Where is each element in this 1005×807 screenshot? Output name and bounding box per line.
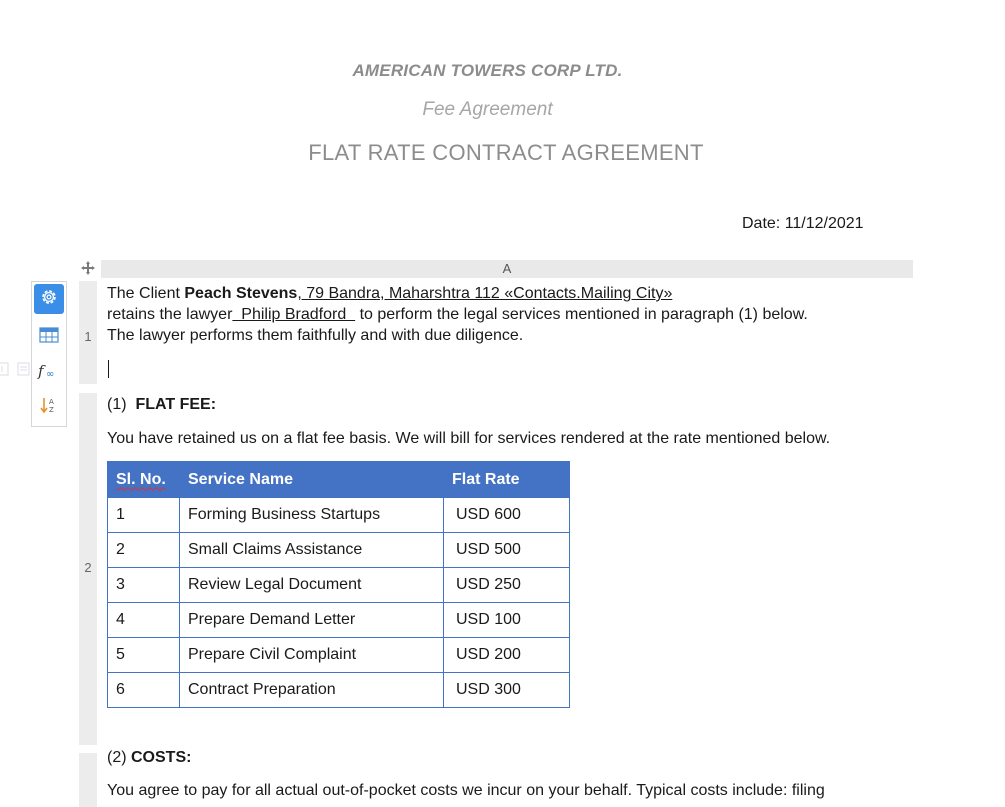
date-line: Date: 11/12/2021 — [742, 215, 864, 232]
header-label: Sl. No. — [116, 470, 166, 488]
section-1-text: You have retained us on a flat fee basis. We will bill for services rendered at the rate mentioned below. — [107, 430, 831, 447]
row-number-1: 1 — [84, 329, 92, 344]
header-sl-no[interactable] — [108, 462, 180, 498]
sort-icon — [39, 395, 59, 420]
cell-flat-rate[interactable]: USD 500 — [444, 533, 570, 568]
insert-table-button[interactable] — [34, 322, 64, 352]
company-name: AMERICAN TOWERS CORP LTD. — [352, 61, 623, 80]
table-row — [108, 603, 570, 638]
formula-icon — [37, 361, 61, 386]
cell-sl-no[interactable]: 3 — [108, 568, 180, 603]
section-number: (2) — [107, 749, 131, 766]
row-gutter-3[interactable] — [79, 753, 97, 807]
cell-service-name[interactable]: Review Legal Document — [180, 568, 444, 603]
document-subtitle: Fee Agreement — [422, 99, 553, 120]
move-handle-icon[interactable] — [79, 261, 97, 279]
cell-sl-no[interactable]: 4 — [108, 603, 180, 638]
client-address: , 79 Bandra, Maharshtra 112 «Contacts.Mailing City» — [297, 285, 673, 302]
section-title: FLAT FEE: — [135, 396, 217, 413]
text-cursor — [108, 360, 109, 378]
intro-line-2 — [107, 304, 808, 325]
table-header-row — [108, 462, 570, 498]
table-row — [108, 673, 570, 708]
sort-button[interactable] — [34, 392, 64, 422]
table-icon — [39, 327, 59, 348]
settings-icon — [40, 288, 58, 311]
header-service-name[interactable]: Service Name — [180, 462, 444, 498]
cell-sl-no[interactable]: 1 — [108, 498, 180, 533]
intro-text: retains the lawyer — [107, 306, 233, 323]
cell-flat-rate[interactable]: USD 200 — [444, 638, 570, 673]
cell-service-name[interactable]: Prepare Demand Letter — [180, 603, 444, 638]
section-1-heading — [107, 394, 216, 415]
cell-service-name[interactable]: Forming Business Startups — [180, 498, 444, 533]
cell-flat-rate[interactable]: USD 100 — [444, 603, 570, 638]
row-number-2: 2 — [84, 560, 92, 575]
cell-service-name[interactable]: Small Claims Assistance — [180, 533, 444, 568]
svg-text:Z: Z — [49, 405, 54, 414]
fee-table[interactable] — [107, 461, 570, 708]
side-toolbar — [31, 281, 67, 427]
intro-line-3: The lawyer performs them faithfully and with due diligence. — [107, 327, 524, 344]
cell-flat-rate[interactable]: USD 250 — [444, 568, 570, 603]
cell-flat-rate[interactable]: USD 600 — [444, 498, 570, 533]
client-name: Peach Stevens — [184, 285, 298, 302]
intro-line-1 — [107, 283, 672, 304]
cell-sl-no[interactable]: 5 — [108, 638, 180, 673]
table-row — [108, 568, 570, 603]
section-2-text: You agree to pay for all actual out-of-pocket costs we incur on your behalf. Typical costs include: filing — [107, 782, 825, 799]
row-gutter-1[interactable] — [79, 281, 97, 384]
section-title: COSTS: — [131, 749, 192, 766]
svg-text:∞: ∞ — [46, 368, 55, 380]
table-row — [108, 638, 570, 673]
svg-text:A: A — [49, 397, 54, 406]
cell-service-name[interactable]: Contract Preparation — [180, 673, 444, 708]
table-row — [108, 533, 570, 568]
lawyer-name: Philip Bradford — [232, 306, 356, 323]
cell-flat-rate[interactable]: USD 300 — [444, 673, 570, 708]
column-header-a[interactable]: A — [101, 260, 913, 278]
cell-sl-no[interactable]: 6 — [108, 673, 180, 708]
intro-text: The Client — [107, 285, 185, 302]
cell-sl-no[interactable]: 2 — [108, 533, 180, 568]
document-title: FLAT RATE CONTRACT AGREEMENT — [308, 140, 704, 165]
svg-text:f: f — [38, 361, 44, 380]
settings-button[interactable] — [34, 284, 64, 314]
row-gutter-2[interactable] — [79, 393, 97, 745]
header-flat-rate[interactable]: Flat Rate — [444, 462, 570, 498]
ghost-insert-icon — [0, 361, 30, 377]
section-number: (1) — [107, 396, 136, 413]
cell-service-name[interactable]: Prepare Civil Complaint — [180, 638, 444, 673]
intro-text: to perform the legal services mentioned in paragraph (1) below. — [355, 306, 808, 323]
section-2-heading — [107, 747, 191, 768]
formula-button[interactable] — [34, 358, 64, 388]
table-row — [108, 498, 570, 533]
